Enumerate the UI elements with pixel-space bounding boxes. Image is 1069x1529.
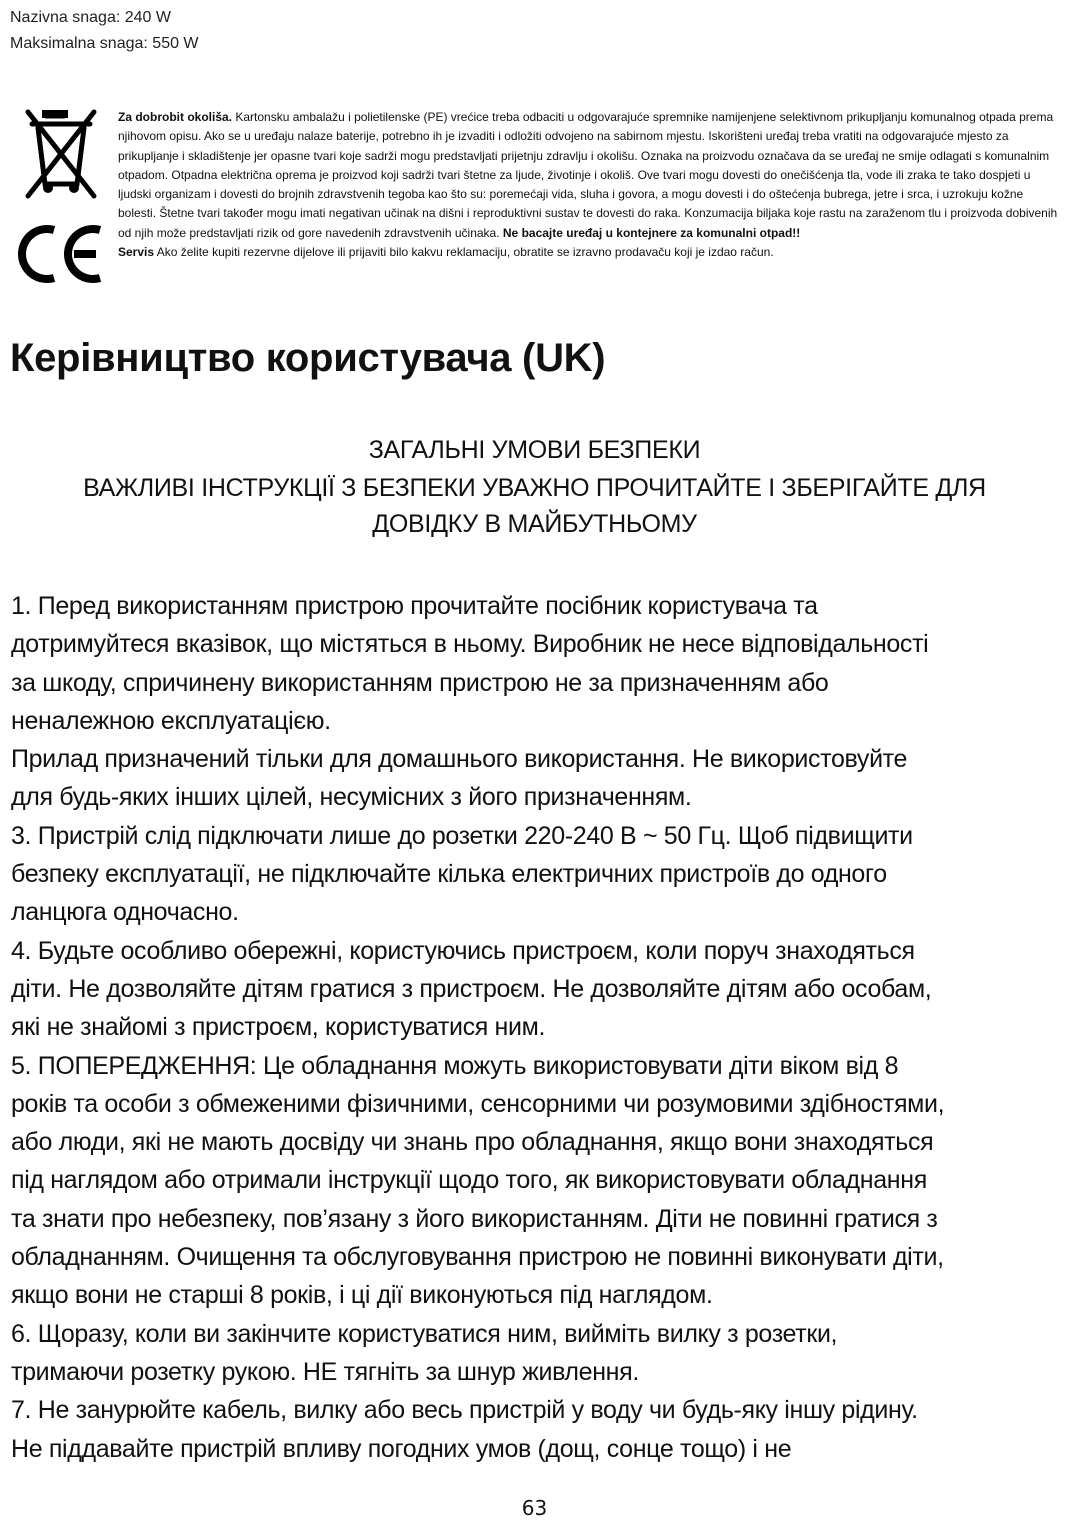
- instruction-line: 1. Перед використанням пристрою прочитайте посібник користувача та: [11, 592, 818, 620]
- instruction-line: 4. Будьте особливо обережні, користуючись пристроєм, коли поруч знаходяться: [11, 936, 915, 965]
- page-title: Керівництво користувача (UK): [10, 336, 606, 380]
- instruction-line: років та особи з обмеженими фізичними, сенсорними чи розумовими здібностями,: [11, 1089, 945, 1118]
- max-power-spec: Maksimalna snaga: 550 W: [10, 35, 199, 52]
- instruction-line: обладнанням. Очищення та обслуговування пристрою не повинні виконувати діти,: [11, 1243, 944, 1272]
- instruction-line: ланцюга одночасно.: [11, 898, 239, 927]
- instruction-line: Не піддавайте пристрій впливу погодних умов (дощ, сонце тощо) і не: [11, 1434, 792, 1463]
- instruction-line: дотримуйтеся вказівок, що містяться в ньому. Виробник не несе відповідальності: [11, 630, 929, 659]
- instruction-line: 3. Пристрій слід підключати лише до розетки 220-240 В ~ 50 Гц. Щоб підвищити: [11, 821, 913, 850]
- environment-notice: [118, 108, 1062, 262]
- instruction-line: якщо вони не старші 8 років, і ці дії виконуються під наглядом.: [11, 1281, 713, 1310]
- safety-subheading-line-2: ДОВІДКУ В МАЙБУТНЬОМУ: [372, 510, 697, 538]
- instruction-line: тримаючи розетку рукою. НЕ тягніть за шнур живлення.: [11, 1357, 639, 1386]
- service-text: Ako želite kupiti rezervne dijelove ili prijaviti bilo kakvu reklamaciju, obratite se izravno prodavaču koji je izdao račun.: [154, 245, 774, 260]
- safety-instructions: [11, 587, 1069, 1468]
- disposal-warning: Ne bacajte uređaj u kontejnere za komunalni otpad!!: [502, 225, 801, 240]
- safety-heading: ЗАГАЛЬНІ УМОВИ БЕЗПЕКИ: [368, 436, 701, 464]
- environment-text: Kartonsku ambalažu i polietilenske (PE) vrećice treba odbaciti u odgovarajuće spremnike namijenjene selektivnom prikupljanju komunalnog otpada prema njihovom opisu. Ako se u uređaju nalaze baterije, potrebno ih je izvaditi i odložiti odvojeno na sabirnom mjestu. Iskorišteni uređaj treba vratiti na odgovarajuće mjesto za prikupljanje i skladištenje jer opasne tvari koje sadrži mogu predstavljati prijetnju zdravlju i okolišu. Oznaka na proizvodu označava da se uređaj ne smije odlagati s komunalnim otpadom. Otpadna električna oprema je proizvod koji sadrži tvari štetne za ljude, životinje i okoliš. Ove tvari mogu dovesti do onečišćenja tla, vode ili zraka te tako dospjeti u ljudski organizam i dovesti do brojnih zdravstvenih tegoba kao što su: poremećaji vida, sluha i govora, a mogu dovesti i do oštećenja bubrega, jetre i srca, i uzrokuju kožne bolesti. Štetne tvari također mogu imati negativan učinak na dišni i reproduktivni sustav te dovesti do raka. Konzumacija biljaka koje rastu na zaraženom tlu i proizvoda dobivenih od njih može predstavljati rizik od gore navedenih zdravstvenih učinaka.: [118, 110, 1058, 240]
- instruction-line: Прилад призначений тільки для домашнього використання. Не використовуйте: [11, 745, 908, 774]
- instruction-line: 7. Не занурюйте кабель, вилку або весь пристрій у воду чи будь-яку іншу рідину.: [11, 1396, 918, 1425]
- instruction-line: 5. ПОПЕРЕДЖЕННЯ: Це обладнання можуть використовувати діти віком від 8: [11, 1051, 899, 1080]
- instruction-line: або люди, які не мають досвіду чи знань про обладнання, якщо вони знаходяться: [11, 1128, 934, 1157]
- instruction-line: неналежною експлуатацією.: [11, 706, 331, 735]
- instruction-line: для будь-яких інших цілей, несумісних з його призначенням.: [11, 783, 692, 812]
- instruction-line: під наглядом або отримали інструкції щодо того, як використовувати обладнання: [11, 1166, 927, 1195]
- instruction-line: та знати про небезпеку, пов’язану з його використанням. Діти не повинні гратися з: [11, 1204, 938, 1233]
- page-number: 63: [521, 1496, 548, 1520]
- instruction-line: безпеку експлуатації, не підключайте кілька електричних пристроїв до одного: [11, 860, 887, 889]
- instruction-line: 6. Щоразу, коли ви закінчите користуватися ним, вийміть вилку з розетки,: [11, 1319, 838, 1348]
- crossed-out-wheelie-bin-icon: [18, 104, 104, 204]
- ce-mark-icon: [12, 222, 106, 286]
- rated-power-spec: Nazivna snaga: 240 W: [10, 9, 171, 26]
- service-label: Servis: [118, 245, 155, 260]
- instruction-line: які не знайомі з пристроєм, користуватися ним.: [11, 1013, 546, 1042]
- environment-heading: Za dobrobit okoliša.: [118, 110, 233, 124]
- instruction-line: діти. Не дозволяйте дітям гратися з пристроєм. Не дозволяйте дітям або особам,: [11, 974, 932, 1003]
- instruction-line: за шкоду, спричинену використанням пристрою не за призначенням або: [11, 668, 829, 697]
- safety-subheading-line-1: ВАЖЛИВІ ІНСТРУКЦІЇ З БЕЗПЕКИ УВАЖНО ПРОЧИТАЙТЕ І ЗБЕРІГАЙТЕ ДЛЯ: [83, 474, 986, 502]
